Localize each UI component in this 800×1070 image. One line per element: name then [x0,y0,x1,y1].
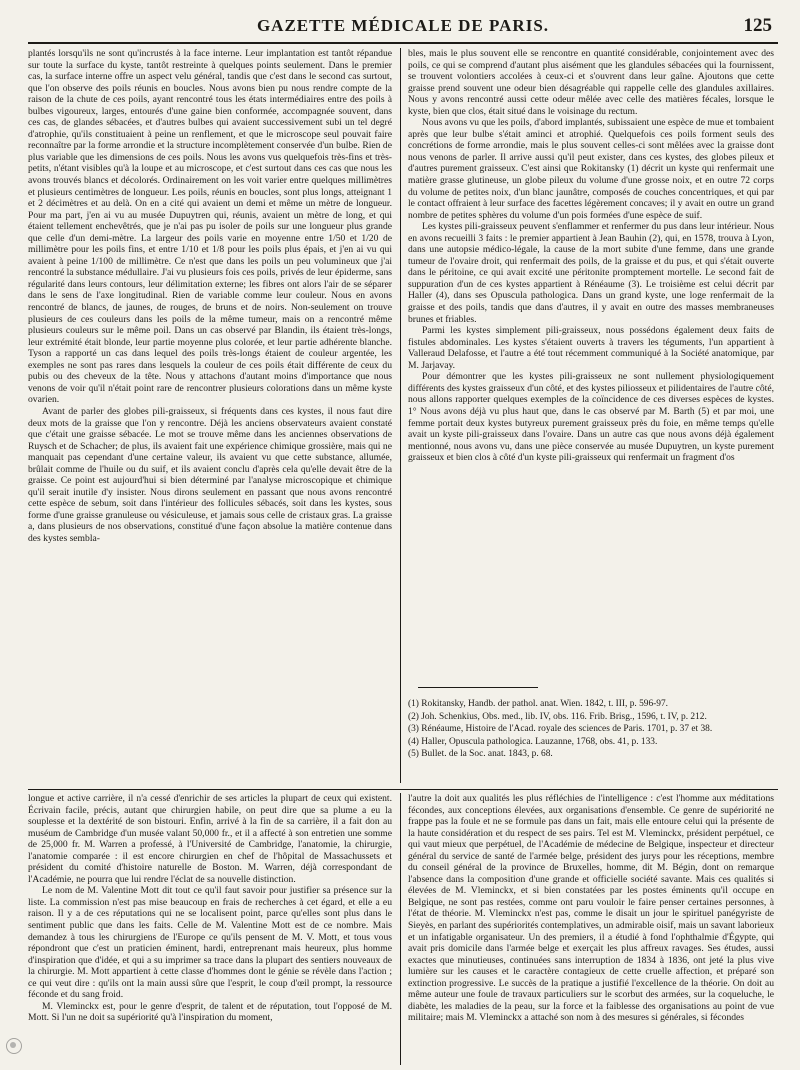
paragraph: Parmi les kystes simplement pili-graisseux, nous possédons également deux faits de fistules abdominales. Les kystes s'étaient ouverts à travers les téguments, l'un appartient à Valleraud Delafosse, et l'autre a été tout récemment communiqué à la Société anatomique, par M. Jarjavay. [408,325,774,371]
scan-mark-icon [6,1038,22,1054]
column-divider [400,793,401,1065]
footnote: (2) Joh. Schenkius, Obs. med., lib. IV, obs. 116. Frib. Brisg., 1596, t. IV, p. 212. [408,711,707,722]
lower-right-column [408,793,774,1065]
lower-left-column [28,793,392,1065]
paragraph: bles, mais le plus souvent elle se rencontre en quantité considérable, conjointement avec des poils, ce qui se comprend d'autant plus aisément que les glandules sébacées qui la fournissent, se trouvent volontiers accolées à ceux-ci et s'ouvrent dans leur gaîne. Ajoutons que cette graisse prend souvent une odeur bien désagréable qui rappelle celle des glandules axillaires. Nous y avons rencontré aussi cette odeur mêlée avec celle des matières fécales, lorsque le kyste, bien que clos, était situé dans le voisinage du rectum. [408,48,774,117]
footnotes [408,698,774,761]
lower-article [28,790,778,1070]
paragraph: plantés lorsqu'ils ne sont qu'incrustés à la face interne. Leur implantation est tantôt répandue sur toute la surface du kyste, tantôt restreinte à quelques points seulement. Dans le premier cas, la surface interne offre un aspect velu général, tandis que c'est dans le second cas surtout, que l'on observe des poils réunis en boucles. Nous avons bien pu nous rendre compte de la raison de la chute de ces poils, ayant rencontré tous les états intermédiaires entre des poils à bulbes vigoureux, larges, entourés d'une gaine bien conformée, accompagnée souvent, dans ces cas, de glandes sébacées, et d'autres bulbes qui avaient successivement subi un tel degré d'atrophie, qu'ils constituaient à peine un renflement, et que le microscope seul pouvait faire reconnaître par la forme arrondie et la structure incomplètement conservée d'un bulbe. Rien de plus variable que les dimensions de ces poils. Nous les avons vus quelquefois très-fins et très-petits, n'étant visibles qu'à la loupe et au microscope, et c'est surtout dans ces cas que nous les avons trouvés blancs et décolorés. Ordinairement on les voit varier entre quelques millimètres et plusieurs centimètres de longueur. Les poils, réunis en boucles, sont plus longs, atteignant 1 et 2 décimètres et au delà. On en a cité qui avaient un demi et même un mètre de longueur. Pour ma part, j'en ai vu au musée Dupuytren qui, réunis, avaient un mètre de long, et qui étaient tellement enchevêtrés, que je n'ai pas pu isoler de poils sur une longueur plus grande que celle d'un demi-mètre. La largeur des poils varie en moyenne entre 1/50 et 1/20 de millimètre pour les poils fins, et entre 1/10 et 1/8 pour les poils plus épais, et j'en ai vu qui avaient à peine 1/100 de millimètre. Ce n'est que dans les poils un peu volumineux que j'ai rencontré la substance médullaire. J'ai vu plusieurs fois ces poils, privés de leur épiderme, sans régularité dans leurs contours, leur délimitation externe; les fibres ont alors l'air de se séparer dans le sens de l'axe longitudinal. Rien de variable comme leur couleur. Nous en avons rencontré de blancs, de jaunes, de rouges, de bruns et de noirs. Non-seulement on trouve plusieurs de ces couleurs dans les poils de la même tumeur, mais on a rencontré même plusieurs couleurs sur le même poil. Dans un cas observé par Blandin, ils étaient très-longs, leur extrémité était blonde, leur partie moyenne plus colorée, et leur partie adhérente blanche. Tyson a rapporté un cas dans lequel des poils très-longs étaient de couleur argentée, les exemples ne sont pas rares dans lesquels la couleur de ces poils était différente de ceux du pubis ou des cheveux de la tête. Nous y attachons d'autant moins d'importance que nous venons de voir qu'il n'était point rare de rencontrer plusieurs colorations dans un même kyste ovarien. [28,48,392,406]
footnote: (5) Bullet. de la Soc. anat. 1843, p. 68. [408,749,553,759]
page-title: GAZETTE MÉDICALE DE PARIS. [256,16,550,35]
page-header [28,14,778,44]
paragraph: Les kystes pili-graisseux peuvent s'enflammer et renfermer du pus dans leur intérieur. Nous en avons recueilli 3 faits : le premier appartient à Jean Bauhin (2), qui, en 1578, trouva à Lyon, dans une autopsie médico-légale, la cause de la mort subite d'une femme, dans une grande tumeur de l'ovaire droit, qui renfermait des poils, de la graisse et du pus, et qui s'était ouverte dans le péritoine, ce qui avait excité une péritonite promptement mortelle. Le second fait de suppuration d'un de ces kystes appartient à Rénéaume (3). Le troisième est celui décrit par Haller (4), dans ses Opuscula pathologica. Dans un grand kyste, une loge renfermait de la graisse et des poils, tandis que dans d'autres, il y avait en outre des masses membraneuses brunes et friables. [408,221,774,325]
upper-left-column [28,48,392,783]
column-divider [400,48,401,783]
upper-right-column [408,48,774,648]
paragraph: Le nom de M. Valentine Mott dit tout ce qu'il faut savoir pour justifier sa présence sur la liste. La commission n'est pas mise beaucoup en frais de recherches à cet égard, et elle a eu raison. Il y a de ces réputations qui ne se localisent point, parce qu'elles sont plus dans le sentiment public que dans les faits. Celle de M. Valentine Mott est de ce nombre. Mais demandez à tous les chirurgiens de l'Europe ce qu'ils pensent de M. V. Mott, et tous vous répondront que c'est un praticien éminent, hardi, entreprenant mais heureux, plus homme d'inspiration que d'idée, et qui a su imprimer sa trace dans la plupart des sentiers nouveaux de la chirurgie. M. Mott appartient à cette classe d'hommes dont le génie se révèle dans l'action ; ce qui veut dire : qu'ils ont la main aussi sûre que l'esprit, le coup d'œil prompt, la ressource féconde et du sang froid. [28,885,392,1001]
paragraph: l'autre la doit aux qualités les plus réfléchies de l'intelligence : c'est l'homme aux méditations fécondes, aux conceptions élevées, aux organisations d'ensemble. Ce genre de supériorité ne frappe pas la foule et ne se formule pas dans un fait, mais elle entoure celui qui la présente de la haute considération et du respect de ses pairs. Tel est M. Vleminckx, président perpétuel, ce qui vaut mieux que perpétuel, de l'Académie de médecine de Belgique, inspecteur et directeur général du service de santé de l'armée belge, président des jurys pour les réceptions, membre du conseil général de la province de Bruxelles, homme, dit M. Bégin, dont on remarque l'absence dans la composition d'une grande et officielle société savante. Mais ces qualités si élevées de M. Vleminckx, et si bien constatées par les postes éminents qu'il occupe en Belgique, ne sont pas restées, comme ont paru vouloir le faire penser certaines personnes, à l'état de théorie. M. Vleminckx n'est pas, comme le disait un jour le spirituel panégyriste de Sieyès, en parlant des supériorités contemplatives, un admirable oisif, mais un savant laborieux et un infatigable organisateur. Un des premiers, il a étudié à fond l'ophthalmie d'Égypte, qui avait pris domicile dans l'armée belge et exerçait les plus affreux ravages. Ses études, aussi exactes que minutieuses, continuées sans interruption de 1834 à 1836, ont jeté la plus vive lumière sur les causes et le caractère contagieux de cette cruelle affection, et préparé son extinction progressive. Le succès de la pratique a justifié l'excellence de la théorie. On doit au même auteur une foule de travaux particuliers sur le scorbut des armées, sur la coqueluche, le diabète, les maladies de la peau, sur la force et la faiblesse des organisations au point de vue militaire; mais M. Vleminckx a attaché son nom à des mesures si générales, si fécondes [408,793,774,1024]
footnote: (1) Rokitansky, Handb. der pathol. anat. Wien. 1842, t. III, p. 596-97. [408,699,668,709]
footnote-separator [418,687,538,688]
footnote: (4) Haller, Opuscula pathologica. Lauzanne, 1768, obs. 41, p. 133. [408,736,658,747]
footnote: (3) Rénéaume, Histoire de l'Acad. royale des sciences de Paris. 1701, p. 37 et 38. [408,724,713,734]
upper-article [28,44,778,790]
paragraph: Avant de parler des globes pili-graisseux, si fréquents dans ces kystes, il nous faut dire deux mots de la graisse que l'on y rencontre. Déjà les anciens observateurs avaient constaté que c'était une graisse sébacée. Le mot se trouve même dans les anciennes observations de Ruysch et de Schacher; de plus, ils avaient fait une expérience chimique grossière, mais qui ne manquait pas cependant d'une certaine valeur, ils avaient vu que cette substance, allumée, brûlait comme de l'huile ou du suif, et ils avaient conclu d'après cela qu'elle devait être de la graisse. Ce point est aujourd'hui si bien déterminé par l'analyse microscopique et chimique qu'il serait inutile d'y insister. Nous dirons seulement en passant que nous avons rencontré cette espèce de sebum, soit dans l'intérieur des follicules sébacés, soit dans les kystes, sous forme d'une graisse granuleuse ou vésiculeuse, et jamais sous celle de cristaux gras. La graisse a, dans plusieurs de nos observations, constitué d'une façon absolue la matière contenue dans des kystes sembla- [28,405,392,544]
page-number: 125 [743,15,772,36]
paragraph: M. Vleminckx est, pour le genre d'esprit, de talent et de réputation, tout l'opposé de M. Mott. Si l'un ne doit sa supériorité qu'à l'inspiration du moment, [28,1000,392,1024]
paragraph: Pour démontrer que les kystes pili-graisseux ne sont nullement physiologiquement différents des kystes graisseux d'un côté, et des kystes piliosseux et pilidentaires de l'autre côté, nous allons rapporter quelques exemples de la coïncidence de ces diverses espèces de kystes. 1° Nous avons déjà vu plus haut que, dans le cas observé par M. Barth (5) et par moi, une femme portait deux kystes butyreux purement graisseux près du foie, en même temps qu'elle avait un kyste pili-graisseux dans l'ovaire. Dans un autre cas que nous avons déjà également mentionné, nous avons vu, dans une pièce conservée au musée Dupuytren, un kyste purement graisseux et bien clos à côté d'un kyste pili-graisseux qui renfermait un fragment d'os [408,371,774,464]
paragraph: longue et active carrière, il n'a cessé d'enrichir de ses articles la plupart de ceux qui existent. Écrivain facile, précis, autant que chirurgien habile, on peut dire que sa plume a eu la souplesse et la dextérité de son bistouri. Enfin, arrivé à la fin de sa carrière, il a fait don au muséum de Cambridge d'un musée valant 50,000 fr., et il a affecté à son entretien une somme de 25,000 fr. M. Warren a professé, à l'Université de Cambridge, l'anatomie, la chirurgie, l'anatomie comparée : il est encore chirurgien en chef de l'hôpital de Massachussets et président du comité d'histoire naturelle de Boston. M. Warren, déjà correspondant de l'Académie, ne pourra que lui rendre l'éclat de sa nouvelle distinction. [28,793,392,885]
paragraph: Nous avons vu que les poils, d'abord implantés, subissaient une espèce de mue et tombaient après que leur bulbe s'était aminci et atrophié. Quelquefois ces poils forment seuls des concrétions de forme arrondie, mais le plus souvent celles-ci sont mêlées avec la graisse dont nous venons de parler. Il arrive aussi qu'il peut exister, dans ces kystes, des globes pileux et d'autres purement graisseux. C'est ainsi que Rokitansky (1) décrit un kyste qui renfermait une matière grasse glutineuse, un globe pileux du volume d'une grosse noix, et en outre 72 corps du volume de petites noix, d'un blanc jaunâtre, composés de couches concentriques, et qui par le contact offraient à leur surface des facettes légèrement concaves; il y avait en outre un grand nombre de petites sphères du volume d'un pois formées d'une espèce de suif. [408,117,774,221]
